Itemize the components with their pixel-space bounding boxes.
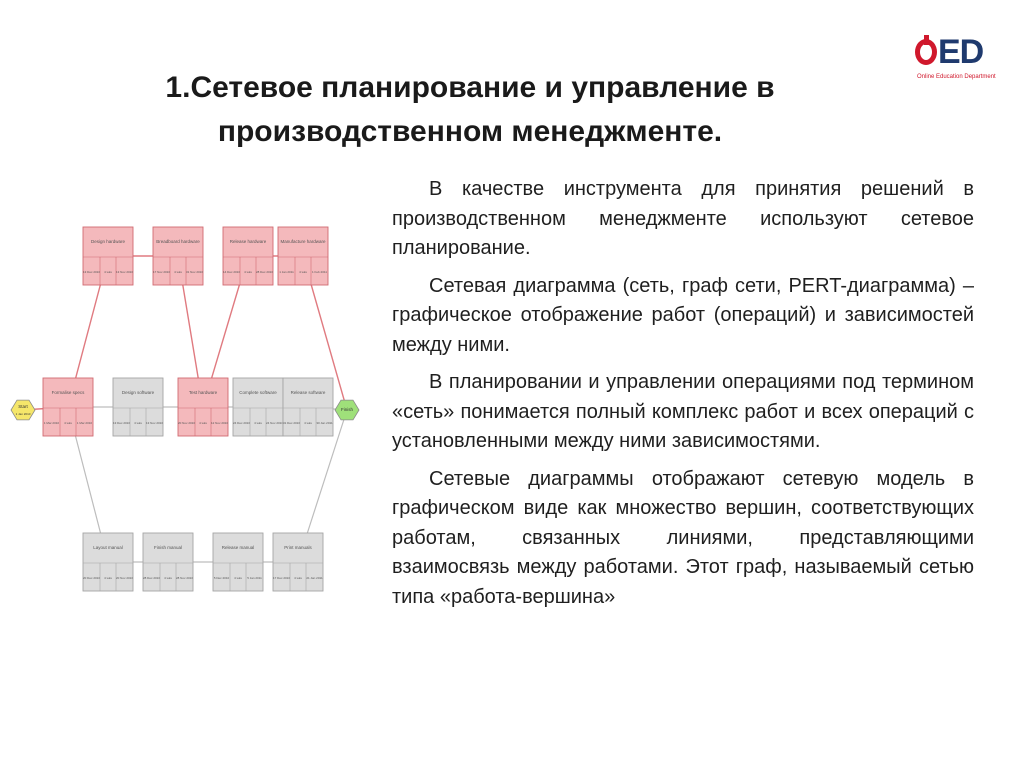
body-text — [392, 175, 974, 620]
task-name: Layout manual — [93, 545, 123, 550]
task-start-date: 1 Mar 2010 — [43, 421, 60, 425]
power-icon — [915, 39, 937, 65]
task-node-complete-software — [233, 378, 283, 436]
task-duration: 4 wks — [234, 576, 242, 580]
task-duration: 4 wks — [299, 270, 307, 274]
task-box — [43, 378, 93, 436]
task-end-date: 21 Jan 2011 — [306, 576, 323, 580]
task-start-date: 14 Dec 2010 — [222, 270, 241, 274]
task-box — [113, 378, 163, 436]
task-name: Finish manual — [153, 545, 183, 550]
task-name: Formalise specs — [51, 390, 85, 395]
task-box — [83, 227, 133, 285]
task-box — [83, 533, 133, 591]
task-end-date: 30 Jan 2011 — [316, 421, 333, 425]
task-end-date: 1 Feb 2011 — [312, 270, 327, 274]
task-name: Design hardware — [90, 239, 126, 244]
task-duration: 4 wks — [104, 270, 112, 274]
task-box — [273, 533, 323, 591]
task-end-date: 13 Nov 2010 — [115, 270, 134, 274]
task-name: Print manuals — [284, 545, 312, 550]
task-node-layout-manual — [83, 533, 133, 591]
task-node-design-software — [113, 378, 163, 436]
task-start-date: 20 Nov 2010 — [177, 421, 196, 425]
oed-logo-caption: Online Education Department — [917, 74, 996, 80]
task-duration: 4 wks — [64, 421, 72, 425]
task-node-test-hardware — [178, 378, 228, 436]
slide-title-line-2: производственном менеджменте. — [217, 115, 723, 148]
task-end-date: 20 Nov 2010 — [115, 576, 134, 580]
paragraph-3: В планировании и управлении операциями под термином «сеть» понимается полный комплекс работ и всех операций с установленными между ними зависимостями. — [392, 371, 974, 452]
task-node-manufacture-hardware — [278, 227, 328, 285]
task-box — [278, 227, 328, 285]
task-end-date: 28 Dec 2010 — [255, 270, 274, 274]
task-end-date: 28 Nov 2010 — [175, 576, 194, 580]
paragraph-4: Сетевые диаграммы отображают сетевую модель в графическом виде как множество вершин, соответствующих работам, связанных линиями, представляющими взаимосвязь между работами. Этот граф, называемый сетью типа «работа-вершина» — [392, 467, 974, 608]
task-start-date: 5 Dec 2010 — [213, 576, 230, 580]
task-name: Design software — [121, 390, 155, 395]
task-start-date: 17 Nov 2010 — [152, 270, 171, 274]
task-start-date: 28 Dec 2010 — [142, 576, 161, 580]
slide-title — [60, 66, 880, 154]
task-box — [178, 378, 228, 436]
task-duration: 4 wks — [104, 576, 112, 580]
task-end-date: 13 Nov 2010 — [145, 421, 164, 425]
task-name: Test hardware — [188, 390, 218, 395]
task-duration: 4 wks — [304, 421, 312, 425]
task-name: Breadboard hardware — [156, 239, 200, 244]
slide-title-line-1: 1.Сетевое планирование и управление в — [165, 71, 775, 104]
task-node-formalise-specs — [43, 378, 93, 436]
task-box — [283, 378, 333, 436]
task-node-breadboard-hardware — [153, 227, 203, 285]
task-start-date: 24 Dec 2010 — [232, 421, 251, 425]
task-box — [143, 533, 193, 591]
task-start-date: 13 Dec 2010 — [82, 270, 101, 274]
task-start-date: 31 Dec 2010 — [282, 421, 301, 425]
task-node-finish-manual — [143, 533, 193, 591]
oed-logo — [915, 32, 1005, 88]
task-node-release-manual — [213, 533, 263, 591]
finish-label: Finish — [340, 407, 354, 412]
task-box — [233, 378, 283, 436]
task-node-release-software — [283, 378, 333, 436]
paragraph-2: Сетевая диаграмма (сеть, граф сети, PERT-диаграмма) – графическое отображение работ (операций) и зависимостей между ними. — [392, 274, 974, 356]
oed-logo-letters: ED — [938, 32, 984, 71]
task-name: Manufacture hardware — [280, 239, 326, 244]
task-start-date: 20 Dec 2010 — [82, 576, 101, 580]
start-label: Start — [18, 404, 28, 409]
task-box — [223, 227, 273, 285]
task-name: Release software — [290, 390, 326, 395]
task-duration: 4 wks — [244, 270, 252, 274]
task-name: Release hardware — [229, 239, 267, 244]
task-end-date: 1 Mar 2010 — [76, 421, 93, 425]
task-duration: 4 wks — [134, 421, 142, 425]
start-date: 1 Jan 2010 — [15, 412, 31, 416]
task-start-date: 13 Dec 2010 — [112, 421, 131, 425]
task-node-release-hardware — [223, 227, 273, 285]
task-box — [153, 227, 203, 285]
oed-logo-mark — [915, 32, 983, 72]
task-duration: 4 wks — [164, 576, 172, 580]
task-duration: 4 wks — [294, 576, 302, 580]
task-end-date: 5 Jan 2011 — [247, 576, 262, 580]
task-start-date: 1 Jan 2011 — [279, 270, 294, 274]
task-start-date: 17 Dec 2010 — [272, 576, 291, 580]
task-node-print-manuals — [273, 533, 323, 591]
task-name: Complete software — [239, 390, 277, 395]
task-duration: 4 wks — [174, 270, 182, 274]
pert-network-diagram — [10, 210, 370, 605]
task-node-design-hardware — [83, 227, 133, 285]
paragraph-1: В качестве инструмента для принятия решений в производственном менеджменте используют сетевое планирование. — [392, 178, 974, 259]
task-duration: 4 wks — [254, 421, 262, 425]
task-end-date: 24 Nov 2010 — [265, 421, 284, 425]
task-box — [213, 533, 263, 591]
task-end-date: 12 Nov 2010 — [210, 421, 229, 425]
task-duration: 4 wks — [199, 421, 207, 425]
task-name: Release manual — [221, 545, 255, 550]
task-end-date: 31 Nov 2010 — [185, 270, 204, 274]
